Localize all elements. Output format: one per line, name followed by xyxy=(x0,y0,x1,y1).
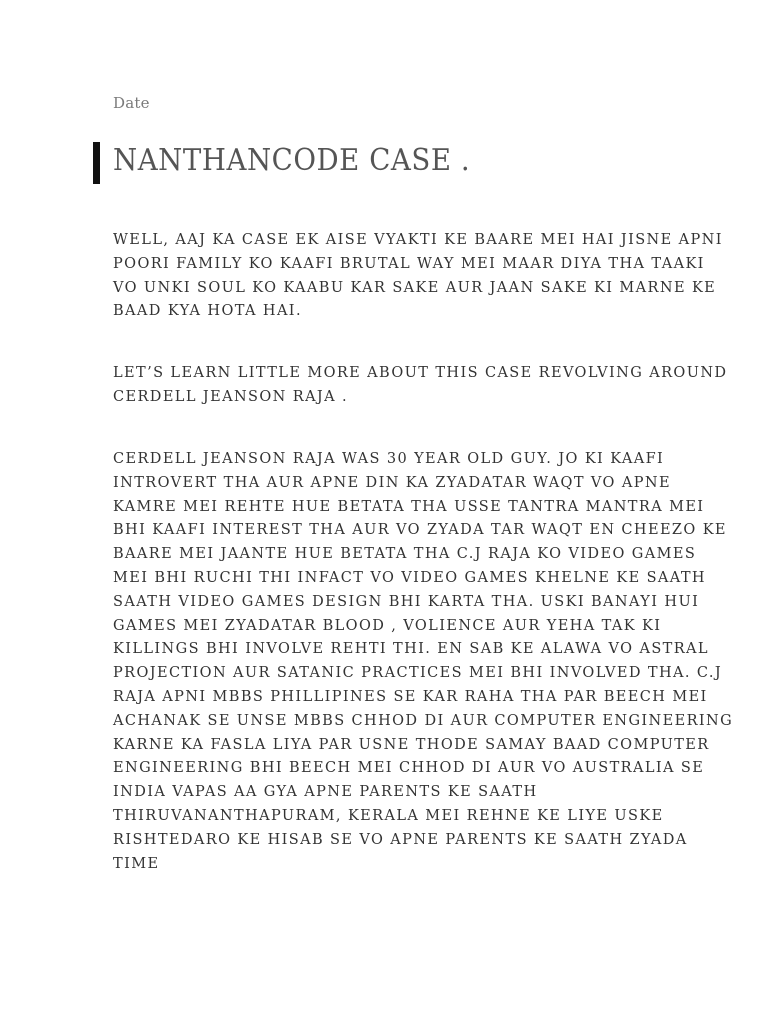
paragraph-line: KILLINGS BHI INVOLVE REHTI THI. EN SAB KE ALAWA VO ASTRAL xyxy=(113,641,709,658)
title-accent-bar xyxy=(93,142,100,184)
paragraph-line: CERDELL JEANSON RAJA WAS 30 YEAR OLD GUY. JO KI KAAFI xyxy=(113,451,665,467)
paragraph-line: VO UNKI SOUL KO KAABU KAR SAKE AUR JAAN SAKE KI MARNE KE xyxy=(113,279,717,296)
paragraph-background xyxy=(113,448,734,876)
paragraph-line: INTROVERT THA AUR APNE DIN KA ZYADATAR WAQT VO APNE xyxy=(113,474,671,491)
paragraph-lets-learn xyxy=(113,362,728,410)
paragraph-line: KAMRE MEI REHTE HUE BETATA THA USSE TANTRA MANTRA MEI xyxy=(113,498,705,515)
paragraph-line: LET’S LEARN LITTLE MORE ABOUT THIS CASE REVOLVING AROUND xyxy=(113,365,728,381)
paragraph-line: INDIA VAPAS AA GYA APNE PARENTS KE SAATH xyxy=(113,784,538,801)
paragraph-line: SAATH VIDEO GAMES DESIGN BHI KARTA THA. USKI BANAYI HUI xyxy=(113,593,700,610)
paragraph-line: MEI BHI RUCHI THI INFACT VO VIDEO GAMES KHELNE KE SAATH xyxy=(113,569,706,586)
paragraph-line: RAJA APNI MBBS PHILLIPINES SE KAR RAHA THA PAR BEECH MEI xyxy=(113,688,708,705)
paragraph-line: BAAD KYA HOTA HAI. xyxy=(113,303,302,320)
paragraph-line: CERDELL JEANSON RAJA . xyxy=(113,388,349,405)
paragraph-line: ENGINEERING BHI BEECH MEI CHHOD DI AUR VO AUSTRALIA SE xyxy=(113,760,705,777)
paragraph-line: THIRUVANANTHAPURAM, KERALA MEI REHNE KE LIYE USKE xyxy=(113,807,664,824)
paragraph-intro xyxy=(113,229,723,324)
paragraph-line: ACHANAK SE UNSE MBBS CHHOD DI AUR COMPUTER ENGINEERING xyxy=(113,712,734,729)
paragraph-line: POORI FAMILY KO KAAFI BRUTAL WAY MEI MAAR DIYA THA TAAKI xyxy=(113,255,705,272)
paragraph-line: TIME xyxy=(113,855,160,872)
paragraph-line: PROJECTION AUR SATANIC PRACTICES MEI BHI INVOLVED THA. C.J xyxy=(113,665,723,682)
paragraph-line: WELL, AAJ KA CASE EK AISE VYAKTI KE BAARE MEI HAI JISNE APNI xyxy=(113,232,723,248)
date-label: Date xyxy=(113,94,150,112)
paragraph-line: BHI KAAFI INTEREST THA AUR VO ZYADA TAR WAQT EN CHEEZO KE xyxy=(113,522,727,539)
paragraph-line: BAARE MEI JAANTE HUE BETATA THA C.J RAJA KO VIDEO GAMES xyxy=(113,546,697,563)
paragraph-line: KARNE KA FASLA LIYA PAR USNE THODE SAMAY BAAD COMPUTER xyxy=(113,736,710,753)
document-title: NANTHANCODE CASE . xyxy=(113,143,471,178)
paragraph-line: RISHTEDARO KE HISAB SE VO APNE PARENTS KE SAATH ZYADA xyxy=(113,831,688,848)
paragraph-line: GAMES MEI ZYADATAR BLOOD , VOLIENCE AUR YEHA TAK KI xyxy=(113,617,662,634)
